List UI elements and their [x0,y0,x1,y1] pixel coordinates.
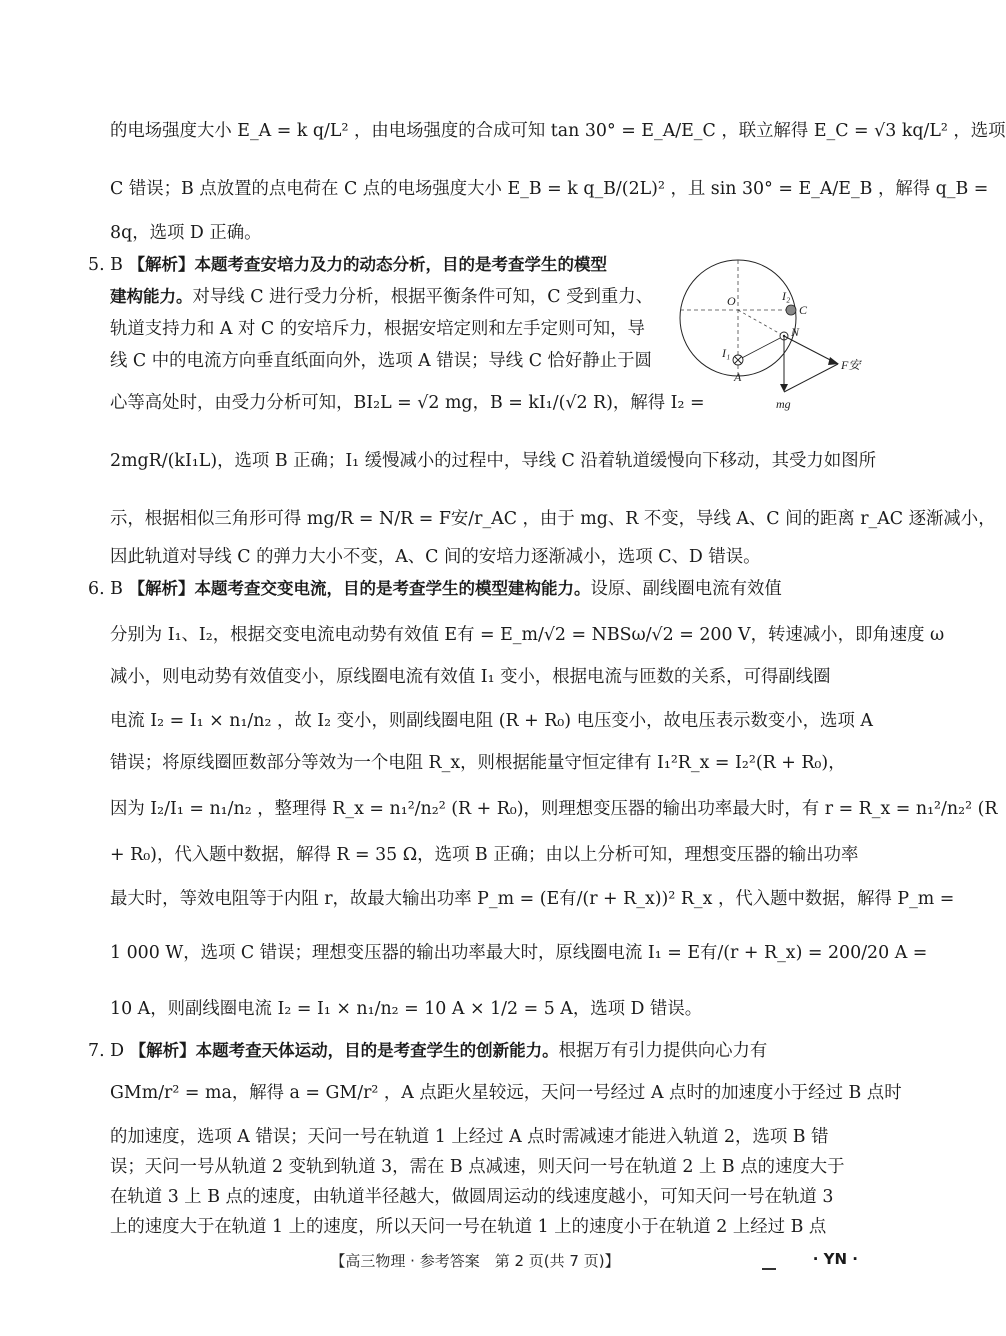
q6-line-10: 10 A，则副线圈电流 I₂ = I₁ × n₁/n₂ = 10 A × 1/2 = 5 A，选项 D 错误。 [110,999,703,1019]
q5-analysis-title-cont: 建构能力。 [110,287,193,306]
page-footer: 【高三物理 · 参考答案 第 2 页(共 7 页)】 [330,1252,620,1270]
label-i1: I₁ [722,346,731,360]
q5-analysis-title: 【解析】本题考查安培力及力的动态分析，目的是考查学生的模型 [128,255,607,274]
q6-line-9: 1 000 W，选项 C 错误；理想变压器的输出功率最大时，原线圈电流 I₁ = E有/(r + R_x) = 200/20 A = [110,943,928,963]
radius-to-n [738,310,784,336]
q6-line-6: 因为 I₂/I₁ = n₁/n₂ ，整理得 R_x = n₁²/n₂² (R + R₀)，则理想变压器的输出功率最大时，有 r = R_x = n₁²/n₂² (R [110,799,998,819]
region-tag: · YN · [812,1250,858,1268]
q5-line-5: 心等高处时，由受力分析可知，BI₂L = √2 mg，B = kI₁/(√2 R)，解得 I₂ = [110,393,705,413]
wire-c [786,305,796,315]
q4-line-2: C 错误；B 点放置的点电荷在 C 点的电场强度大小 E_B = k q_B/(2L)² ，且 sin 30° = E_A/E_B ，解得 q_B = [110,179,989,199]
n-vector [784,364,838,392]
q5-line-7: 示，根据相似三角形可得 mg/R = N/R = F安/r_AC ，由于 mg、R 不变，导线 A、C 间的距离 r_AC 逐渐减小， [110,509,996,529]
force-diagram [676,248,866,428]
footer-dash [762,1268,776,1270]
q7-heading-rest: 根据万有引力提供向心力有 [558,1041,768,1061]
label-mg: mg [776,397,791,411]
q7-line-3: 的加速度，选项 A 错误；天问一号在轨道 1 上经过 A 点时需减速才能进入轨道 2，选项 B 错 [110,1127,829,1147]
q7-line-5: 在轨道 3 上 B 点的速度，由轨道半径越大，做圆周运动的线速度越小，可知天问一号在轨道 3 [110,1187,834,1207]
q6-line-8: 最大时，等效电阻等于内阻 r，故最大输出功率 P_m = (E有/(r + R_x))² R_x ，代入题中数据，解得 P_m = [110,889,955,909]
label-i2: I₂ [782,289,791,303]
f-arrowhead [828,357,839,365]
q5-line-2 [110,284,676,314]
q6-number: 6. B [88,579,123,599]
q7-number: 7. D [88,1041,125,1061]
q6-line-2: 分别为 I₁、I₂，根据交变电流电动势有效值 E有 = E_m/√2 = NBSω/√2 = 200 V，转速减小，即角速度 ω [110,625,945,645]
q5-line-8: 因此轨道对导线 C 的弹力大小不变，A、C 间的安培力逐渐减小，选项 C、D 错误。 [110,547,761,567]
q4-line-3: 8q，选项 D 正确。 [110,223,262,243]
q7-line-2: GMm/r² = ma，解得 a = GM/r² ，A 点距火星较远，天问一号经过 A 点时的加速度小于经过 B 点时 [110,1083,902,1103]
label-c: C [799,303,808,317]
q5-heading [88,252,676,282]
q7-analysis-title: 【解析】本题考查天体运动，目的是考查学生的创新能力。 [129,1041,559,1060]
q6-analysis-title: 【解析】本题考查交变电流，目的是考查学生的模型建构能力。 [128,579,591,598]
q4-line-1: 的电场强度大小 E_A = k q/L² ，由电场强度的合成可知 tan 30° = E_A/E_C ，联立解得 E_C = √3 kq/L² ，选项 [110,121,1006,141]
label-n: N [791,325,800,339]
q6-heading [88,576,858,606]
q7-line-4: 误；天问一号从轨道 2 变轨到轨道 3，需在 B 点减速，则天问一号在轨道 2 上 B 点的速度大于 [110,1157,845,1177]
q6-heading-rest: 设原、副线圈电流有效值 [590,579,782,599]
q6-line-3: 减小，则电动势有效值变小，原线圈电流有效值 I₁ 变小，根据电流与匝数的关系，可得副线圈 [110,667,831,687]
q6-line-7: + R₀)，代入题中数据，解得 R = 35 Ω，选项 B 正确；由以上分析可知，理想变压器的输出功率 [110,845,859,865]
q5-line-6: 2mgR/(kI₁L)，选项 B 正确；I₁ 缓慢减小的过程中，导线 C 沿着轨道缓慢向下移动，其受力如图所 [110,451,876,471]
q5-line-4: 线 C 中的电流方向垂直纸面向外，选项 A 错误；导线 C 恰好静止于圆 [110,351,652,371]
label-f: F安 [841,358,861,372]
q7-heading [88,1038,858,1068]
q5-line-2-text: 对导线 C 进行受力分析，根据平衡条件可知，C 受到重力、 [192,287,654,307]
q5-line-3: 轨道支持力和 A 对 C 的安培斥力，根据安培定则和左手定则可知，导 [110,319,645,339]
line-a-to-n [738,336,784,360]
q6-line-4: 电流 I₂ = I₁ × n₁/n₂ ，故 I₂ 变小，则副线圈电阻 (R + R₀) 电压变小，故电压表示数变小，选项 A [110,711,873,731]
q5-number: 5. B [88,255,123,275]
label-o: O [727,294,736,308]
label-a: A [734,370,742,384]
q7-line-6: 上的速度大于在轨道 1 上的速度，所以天问一号在轨道 1 上的速度小于在轨道 2 上经过 B 点 [110,1217,827,1237]
q6-line-5: 错误；将原线圈匝数部分等效为一个电阻 R_x，则根据能量守恒定律有 I₁²R_x = I₂²(R + R₀)， [110,753,846,773]
